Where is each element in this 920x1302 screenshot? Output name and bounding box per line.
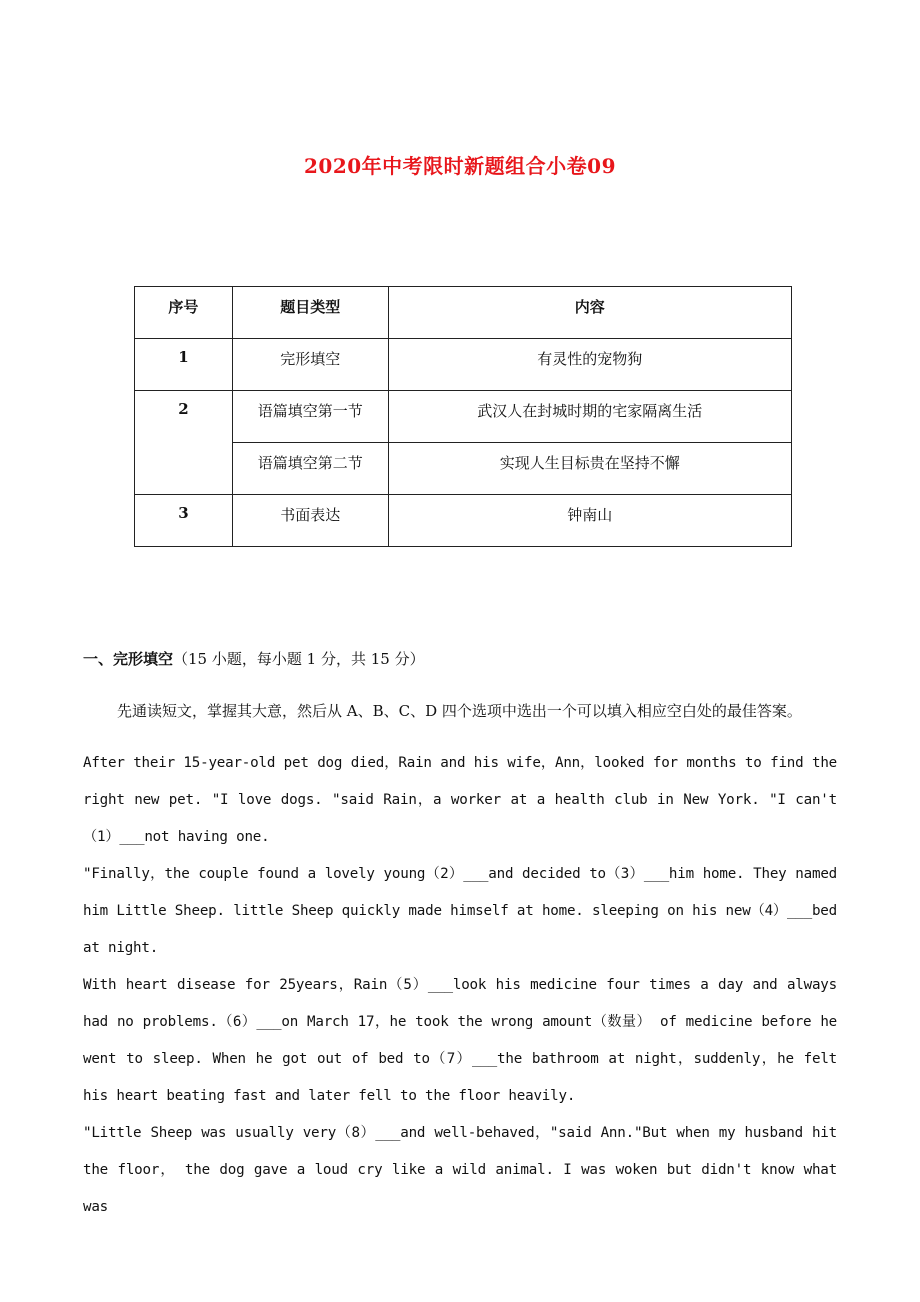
row-content: 钟南山 <box>388 495 791 547</box>
row-number: 2 <box>135 391 233 495</box>
row-number: 3 <box>135 495 233 547</box>
table-header-row <box>135 287 792 339</box>
passage-paragraph: "Little Sheep was usually very（8）___and well-behaved，"said Ann."But when my husband hit the floor， the dog gave a loud cry like a wild animal. I was woken but didn't know what was <box>83 1125 837 1215</box>
row-type: 完形填空 <box>232 339 388 391</box>
row-type: 语篇填空第二节 <box>232 443 388 495</box>
section-scoring-note: （15 小题，每小题 1 分，共 15 分） <box>173 650 425 668</box>
header-type: 题目类型 <box>232 287 388 339</box>
header-content: 内容 <box>388 287 791 339</box>
passage-paragraph: After their 15-year-old pet dog died，Rain and his wife，Ann，looked for months to find the right new pet. "I love dogs. "said Rain，a worker at a health club in New York. "I can't（1）___not having one. <box>83 755 837 845</box>
row-type: 书面表达 <box>232 495 388 547</box>
table-row <box>135 495 792 547</box>
section-heading <box>83 648 425 669</box>
table-row <box>135 339 792 391</box>
row-content: 实现人生目标贵在坚持不懈 <box>388 443 791 495</box>
passage-paragraph: With heart disease for 25years，Rain（5）___look his medicine four times a day and always had no problems.（6）___on March 17，he took the wrong amount（数量） of medicine before he went to sleep. When he got out of bed to（7）___the bathroom at night，suddenly，he felt his heart beating fast and later fell to the floor heavily. <box>83 977 837 1104</box>
row-number: 1 <box>135 339 233 391</box>
table-row <box>135 391 792 443</box>
passage-paragraph: "Finally，the couple found a lovely young（2）___and decided to（3）___him home. They named him Little Sheep. little Sheep quickly made himself at home. sleeping on his new（4）___bed at night. <box>83 866 837 956</box>
row-content: 有灵性的宠物狗 <box>388 339 791 391</box>
row-content: 武汉人在封城时期的宅家隔离生活 <box>388 391 791 443</box>
section-title: 一、完形填空 <box>83 650 174 668</box>
row-type: 语篇填空第一节 <box>232 391 388 443</box>
question-summary-table <box>134 286 792 547</box>
cloze-passage <box>83 745 837 1226</box>
document-title: 2020年中考限时新题组合小卷09 <box>304 154 616 178</box>
header-number: 序号 <box>135 287 233 339</box>
instructions: 先通读短文，掌握其大意，然后从 A、B、C、D 四个选项中选出一个可以填入相应空白处的最佳答案。 <box>117 702 802 720</box>
table-row <box>135 443 792 495</box>
